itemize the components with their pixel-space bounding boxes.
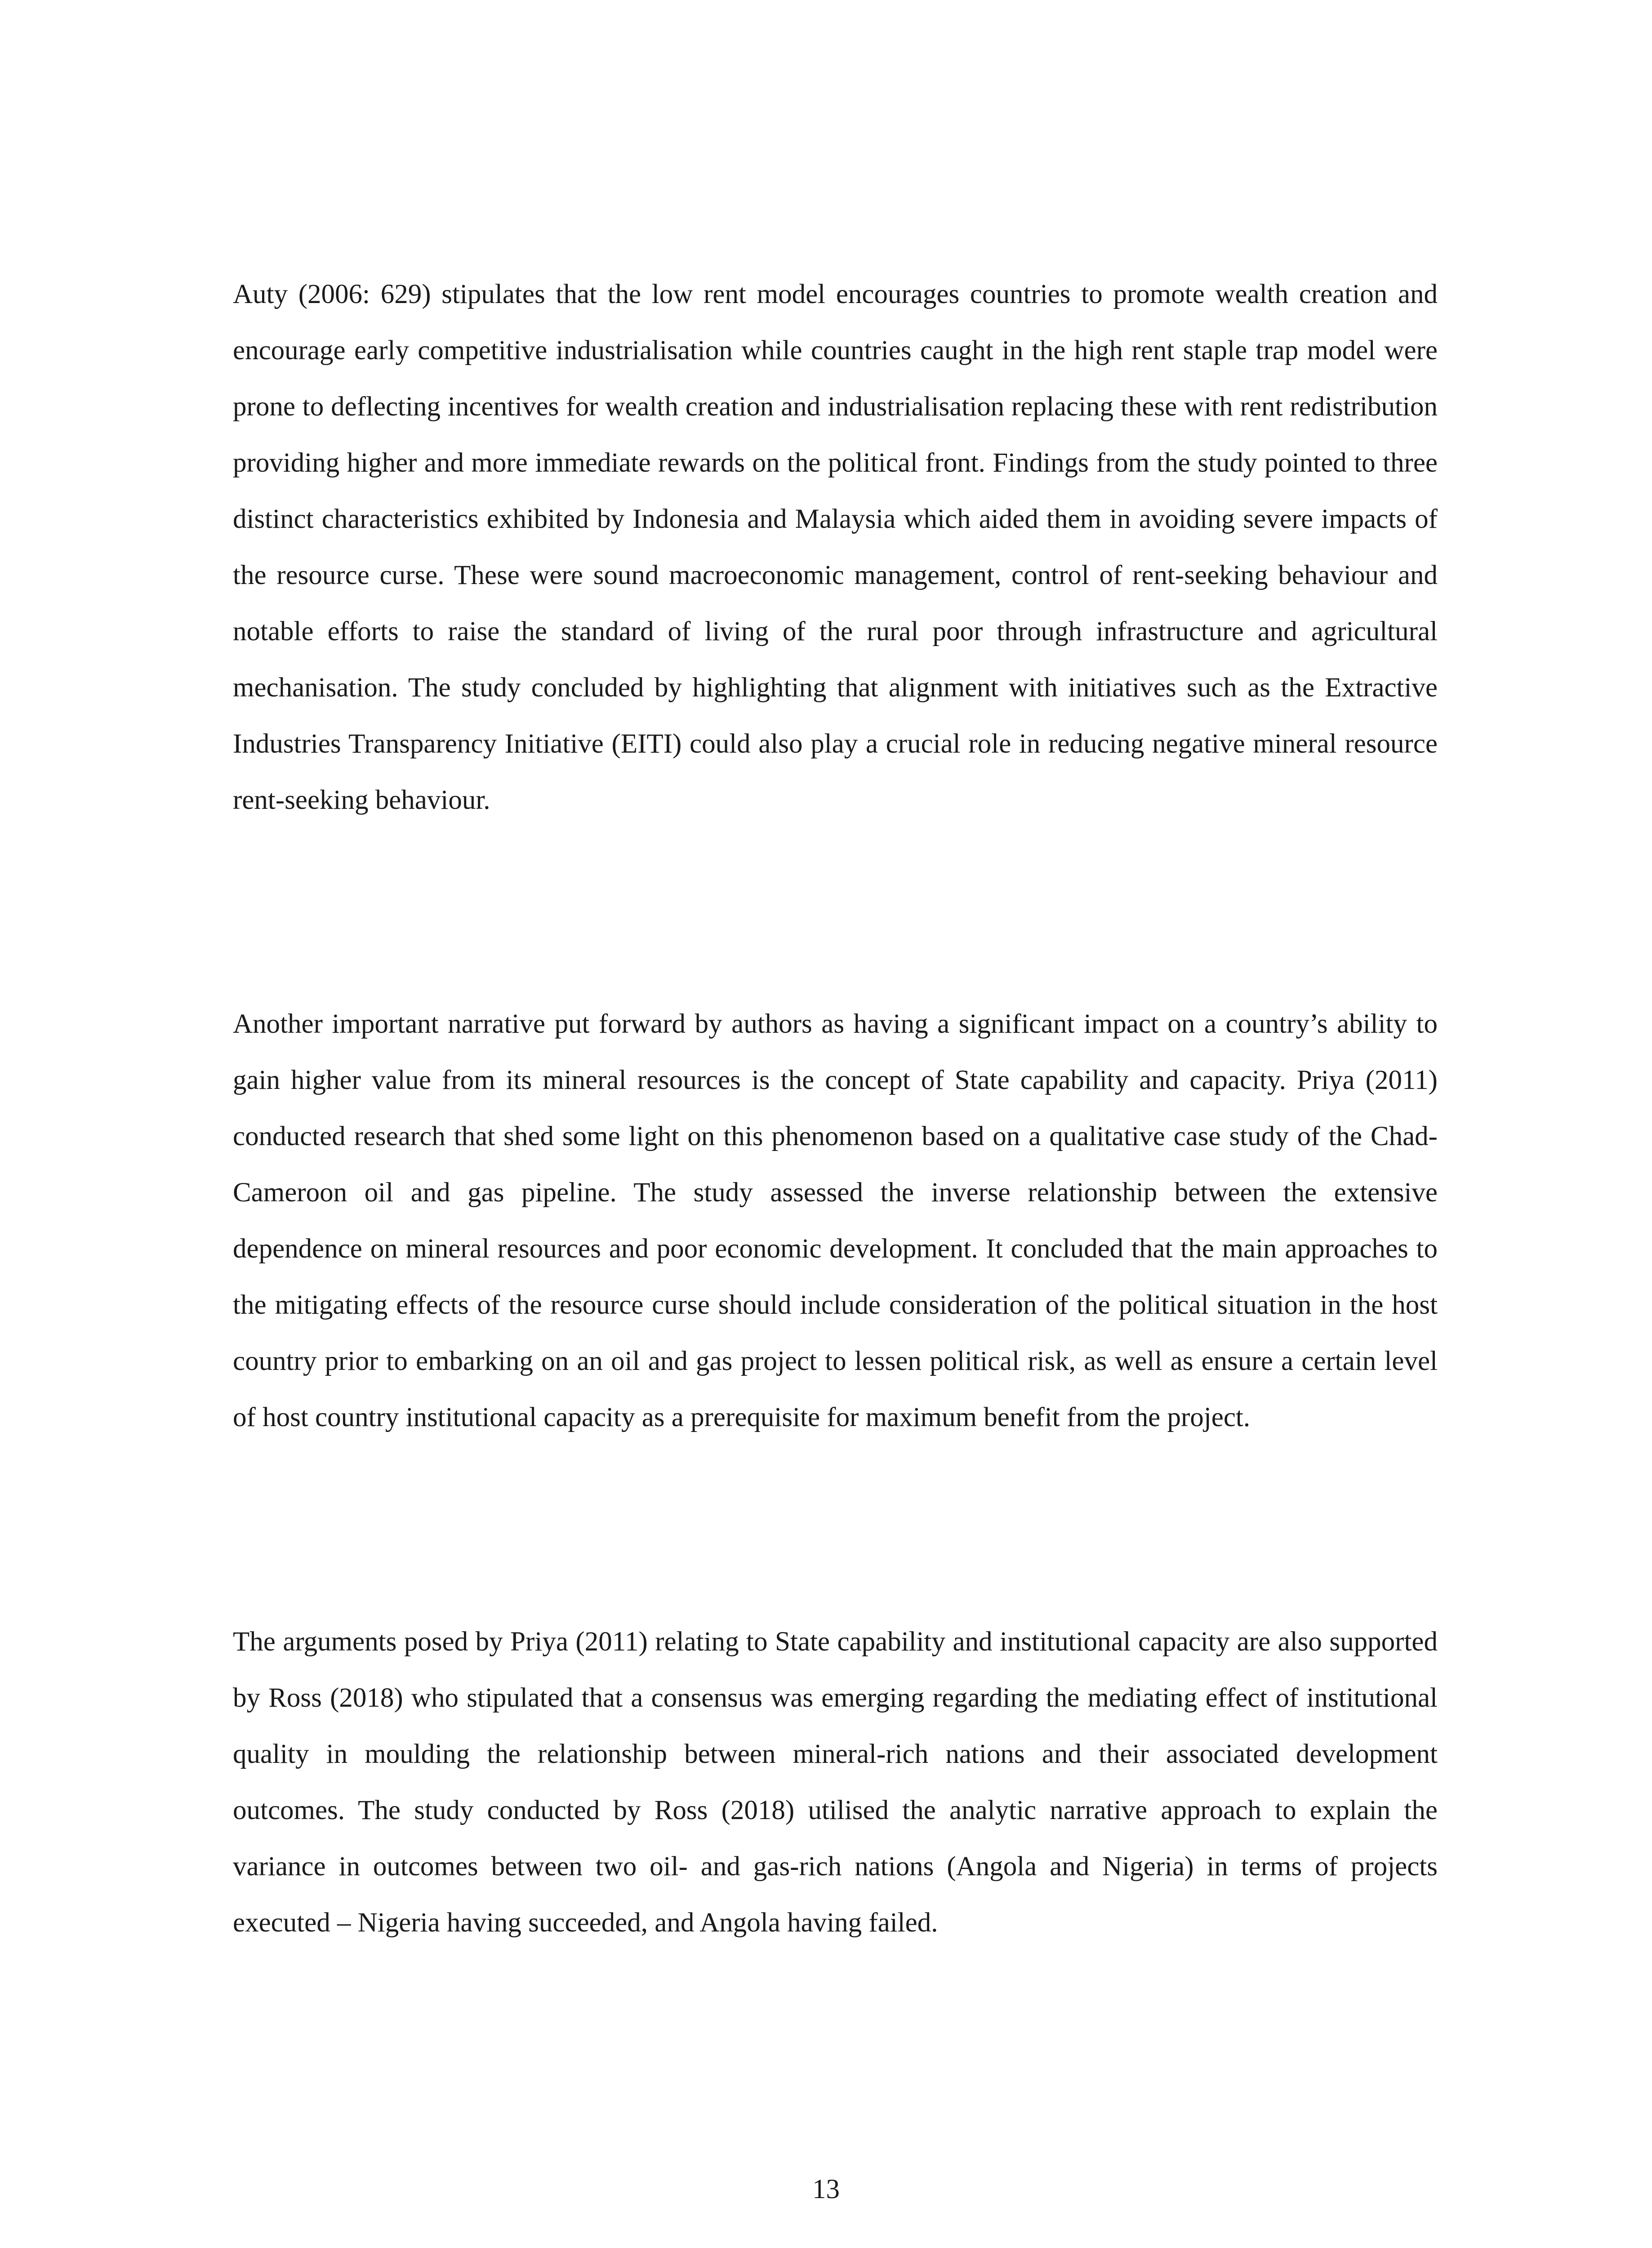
paragraph-ross: The arguments posed by Priya (2011) relating to State capability and institutional capacity are also supported by Ross (2018) who stipulated that a consensus was emerging regarding the mediating effect of institutional quality in moulding the relationship between mineral-rich nations and their associated development outcomes. The study conducted by Ross (2018) utilised the analytic narrative approach to explain the variance in outcomes between two oil- and gas-rich nations (Angola and Nigeria) in terms of projects executed – Nigeria having succeeded, and Angola having failed. bbox=[233, 1627, 1438, 1938]
paragraph-auty: Auty (2006: 629) stipulates that the low rent model encourages countries to promote wealth creation and encourage early competitive industrialisation while countries caught in the high rent staple trap model were prone to deflecting incentives for wealth creation and industrialisation replacing these with rent redistribution providing higher and more immediate rewards on the political front. Findings from the study pointed to three distinct characteristics exhibited by Indonesia and Malaysia which aided them in avoiding severe impacts of the resource curse. These were sound macroeconomic management, control of rent-seeking behaviour and notable efforts to raise the standard of living of the rural poor through infrastructure and agricultural mechanisation. The study concluded by highlighting that alignment with initiatives such as the Extractive Industries Transparency Initiative (EITI) could also play a crucial role in reducing negative mineral resource rent-seeking behaviour. bbox=[233, 279, 1438, 815]
page-number: 13 bbox=[812, 2174, 840, 2204]
paragraph-priya: Another important narrative put forward by authors as having a significant impact on a country’s ability to gain higher value from its mineral resources is the concept of State capability and capacity. Priya (2011) conducted research that shed some light on this phenomenon based on a qualitative case study of the Chad-Cameroon oil and gas pipeline. The study assessed the inverse relationship between the extensive dependence on mineral resources and poor economic development. It concluded that the main approaches to the mitigating effects of the resource curse should include consideration of the political situation in the host country prior to embarking on an oil and gas project to lessen political risk, as well as ensure a certain level of host country institutional capacity as a prerequisite for maximum benefit from the project. bbox=[233, 1009, 1438, 1432]
